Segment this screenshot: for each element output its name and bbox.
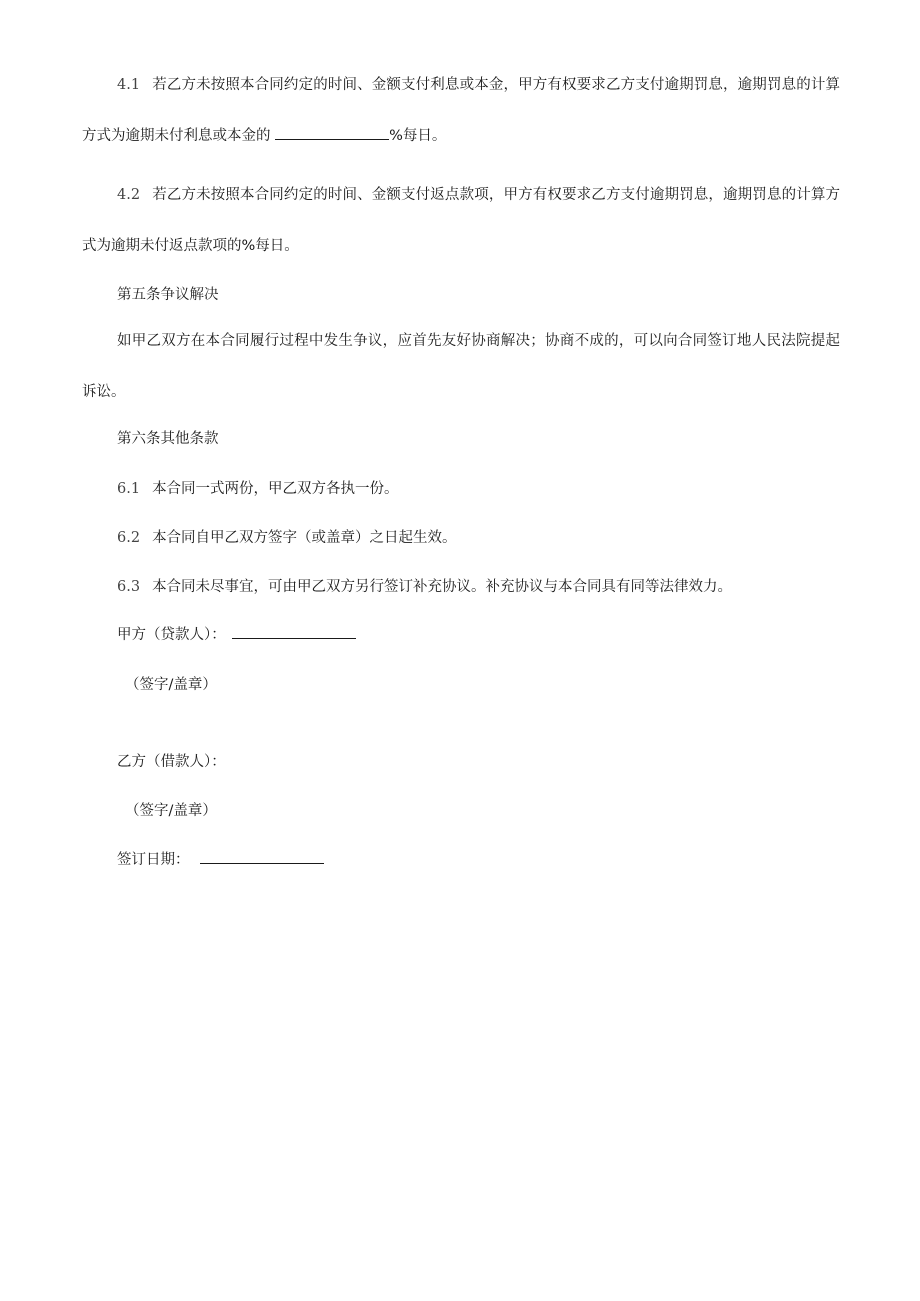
- date-line: [117, 849, 324, 871]
- party-a-signature-blank[interactable]: [232, 624, 356, 639]
- clause-4-2-number: 4.2: [117, 187, 141, 203]
- clause-6-2-number: 6.2: [117, 530, 141, 546]
- clause-4-2: [82, 170, 840, 272]
- clause-5-title: 第五条争议解决: [117, 287, 219, 303]
- clause-6-1-text: 本合同一式两份，甲乙双方各执一份。: [152, 481, 399, 497]
- clause-4-1-text-end: %每日。: [389, 128, 447, 144]
- clause-6-2: [117, 527, 457, 549]
- clause-6-3: [117, 576, 732, 598]
- clause-4-1: [82, 60, 840, 162]
- clause-6-1-number: 6.1: [117, 481, 141, 497]
- party-b-sign-note: （签字/盖章）: [125, 803, 217, 819]
- clause-5-text: 如甲乙双方在本合同履行过程中发生争议，应首先友好协商解决；协商不成的，可以向合同签订地人民法院提起诉讼。: [82, 333, 840, 400]
- clause-6-3-number: 6.3: [117, 579, 141, 595]
- clause-6-title: 第六条其他条款: [117, 431, 219, 447]
- date-label: 签订日期：: [117, 852, 190, 868]
- clause-6-3-text: 本合同未尽事宜，可由甲乙双方另行签订补充协议。补充协议与本合同具有同等法律效力。: [152, 579, 733, 595]
- party-a-sign-note: （签字/盖章）: [125, 677, 217, 693]
- clause-6-2-text: 本合同自甲乙双方签字（或盖章）之日起生效。: [152, 530, 457, 546]
- overdue-rate-blank[interactable]: [275, 125, 389, 140]
- party-a-line: [117, 624, 356, 646]
- clause-6-1: [117, 478, 399, 500]
- party-a-label: 甲方（贷款人）：: [117, 627, 226, 643]
- party-b-label: 乙方（借款人）：: [117, 754, 226, 770]
- clause-4-2-text: 若乙方未按照本合同约定的时间、金额支付返点款项，甲方有权要求乙方支付逾期罚息，逾期罚息的计算方式为逾期未付返点款项的%每日。: [82, 187, 840, 254]
- clause-4-1-text: 若乙方未按照本合同约定的时间、金额支付利息或本金，甲方有权要求乙方支付逾期罚息，逾期罚息的计算方式为逾期未付利息或本金的: [82, 77, 840, 144]
- date-blank[interactable]: [200, 849, 324, 864]
- clause-4-1-number: 4.1: [117, 77, 141, 93]
